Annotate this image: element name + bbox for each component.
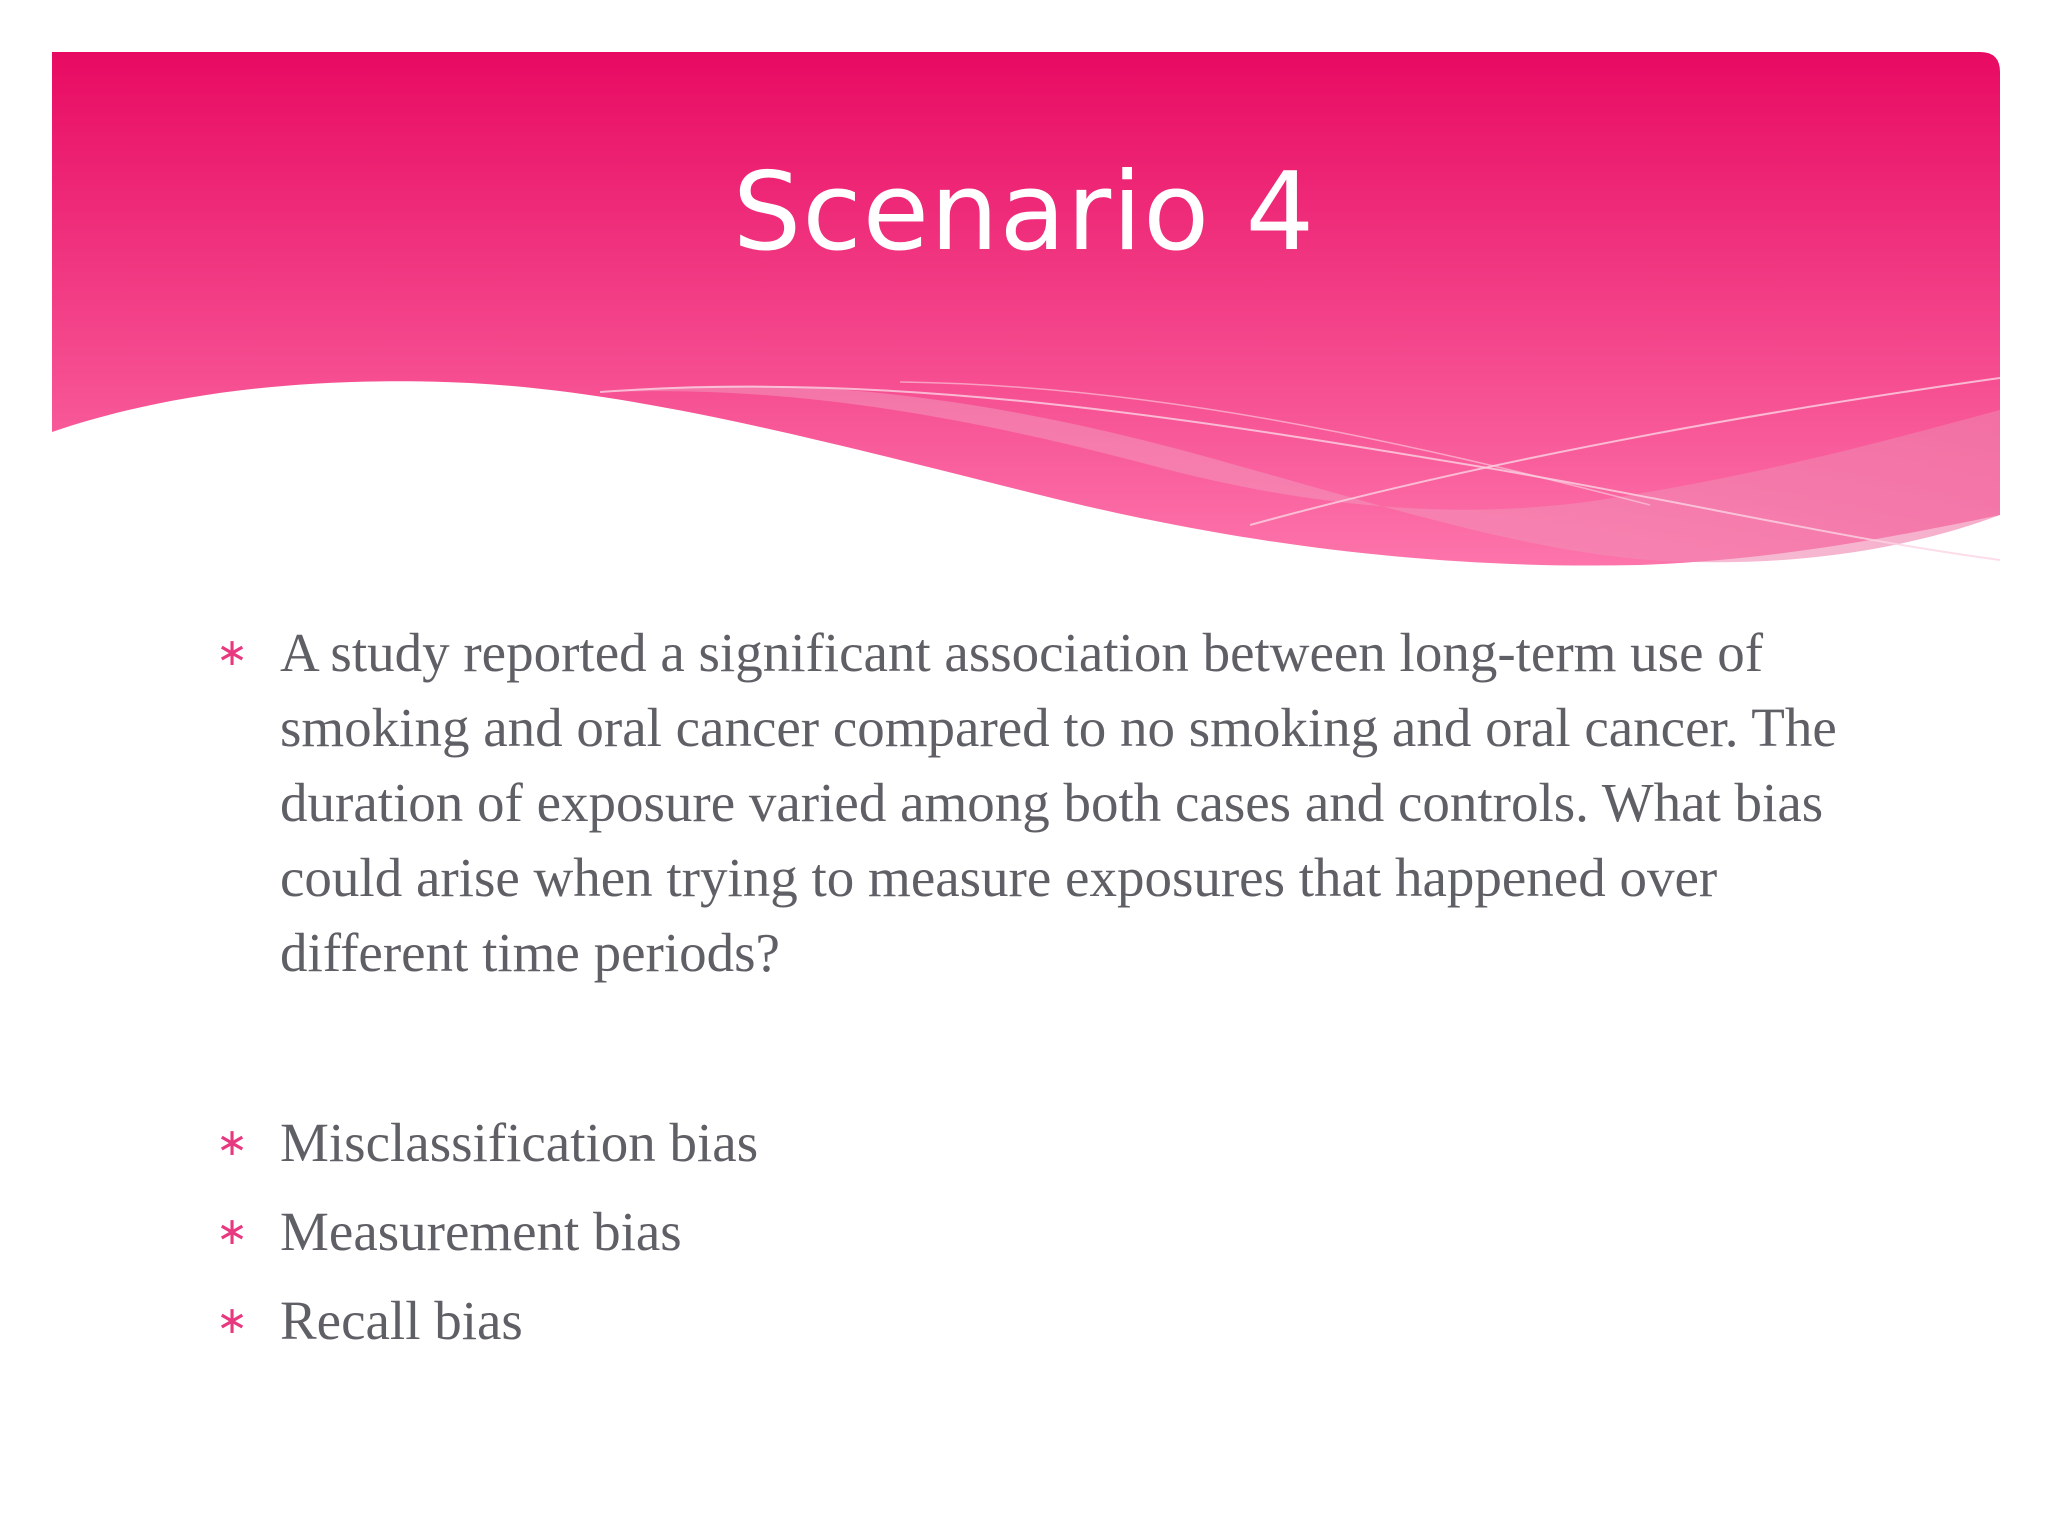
- asterisk-bullet-icon: ∗: [216, 1120, 248, 1164]
- asterisk-bullet-icon: ∗: [216, 1209, 248, 1253]
- question-bullet: [212, 615, 1852, 990]
- answer-option-text: Misclassification bias: [280, 1112, 759, 1173]
- asterisk-bullet-icon: ∗: [216, 1298, 248, 1342]
- answer-option: [212, 1105, 1852, 1180]
- asterisk-bullet-icon: ∗: [216, 630, 248, 674]
- answer-option: [212, 1283, 1852, 1358]
- slide-body: [212, 615, 1852, 1372]
- slide-title: Scenario 4: [732, 150, 1316, 275]
- header-wave-background: [0, 0, 2048, 600]
- answer-option-text: Recall bias: [280, 1290, 523, 1351]
- answer-option: [212, 1194, 1852, 1269]
- question-text: A study reported a significant association between long-term use of smoking and oral cancer compared to no smoking and oral cancer. The duration of exposure varied among both cases and controls. What bias could arise when trying to measure exposures that happened over different time periods?: [280, 622, 1837, 983]
- answer-option-text: Measurement bias: [280, 1201, 682, 1262]
